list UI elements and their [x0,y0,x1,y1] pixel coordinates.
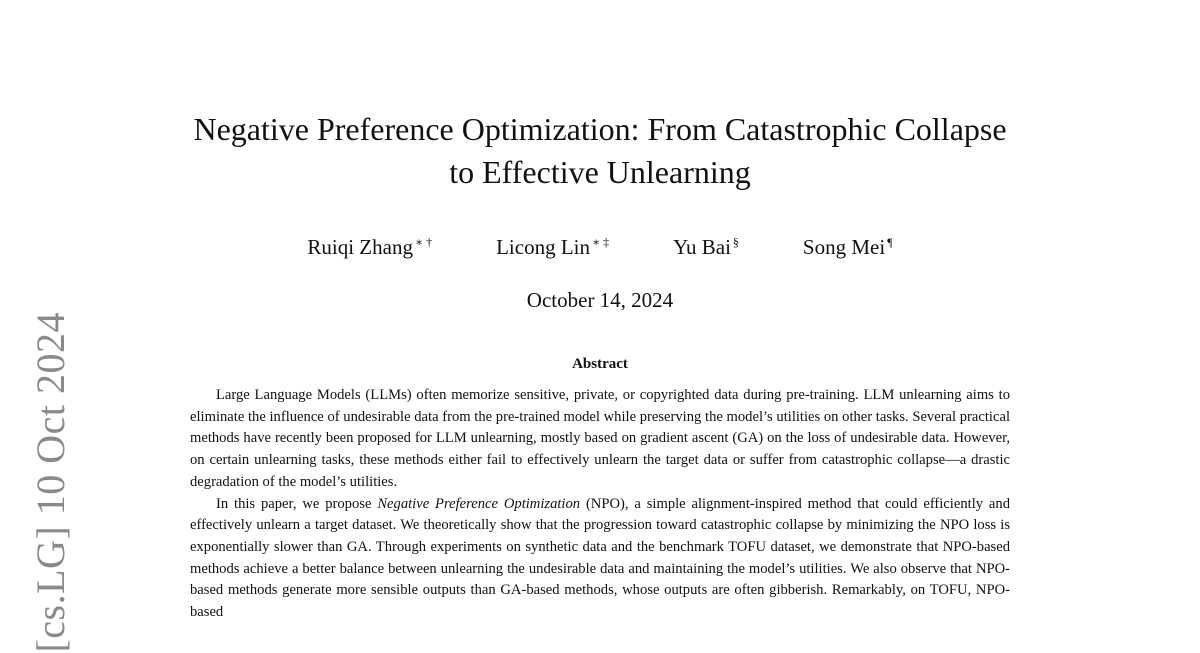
abstract-p2-emphasis: Negative Preference Optimization [377,495,581,512]
author-3 [673,228,739,261]
author-affil-marks: § [732,235,739,249]
abstract-p2-before: In this paper, we propose [216,495,378,512]
paper-title [150,108,1050,194]
author-affil-marks: ∗ † [414,235,433,249]
author-name: Yu Bai [673,235,731,259]
paper-date: October 14, 2024 [526,288,674,312]
author-affil-marks: ∗ ‡ [592,235,610,249]
title-line-1: Negative Preference Optimization: From Catastrophic Collapse [193,111,1007,147]
author-name: Ruiqi Zhang [307,235,413,259]
author-list [0,228,1200,261]
author-name: Licong Lin [496,235,591,259]
author-affil-marks: ¶ [887,235,893,249]
author-2 [496,228,609,261]
abstract-paragraph-1: Large Language Models (LLMs) often memorize sensitive, private, or copyrighted data during pre-training. LLM unlearning aims to eliminate the influence of undesirable data from the pre-trained model while preserving the model’s utilities on other tasks. Several practical methods have recently been proposed for LLM unlearning, mostly based on gradient ascent (GA) on the loss of undesirable data. However, on certain unlearning tasks, these methods either fail to effectively unlearn the target data or suffer from catastrophic collapse—a drastic degradation of the model’s utilities. [190,387,1010,490]
arxiv-stamp-text: [cs.LG] 10 Oct 2024 [27,312,73,653]
author-4 [803,228,893,261]
author-1 [307,228,432,261]
abstract-paragraph-2 [190,494,1010,624]
author-name: Song Mei [802,235,886,259]
title-line-2: to Effective Unlearning [449,154,751,190]
abstract-heading: Abstract [572,356,628,372]
abstract-p2-after: (NPO), a simple alignment-inspired method that could efficiently and effectively unlearn a target dataset. We theoretically show that the progression toward catastrophic collapse by minimizing the NPO loss is exponentially slower than GA. Through experiments on synthetic data and the benchmark TOFU dataset, we demonstrate that NPO-based methods achieve a better balance between unlearning the undesirable data and maintaining the model’s utilities. We also observe that NPO-based methods generate more sensible outputs than GA-based methods, whose outputs are often gibberish. Remarkably, on TOFU, NPO-based [190,495,1010,621]
abstract-body [190,385,1010,624]
